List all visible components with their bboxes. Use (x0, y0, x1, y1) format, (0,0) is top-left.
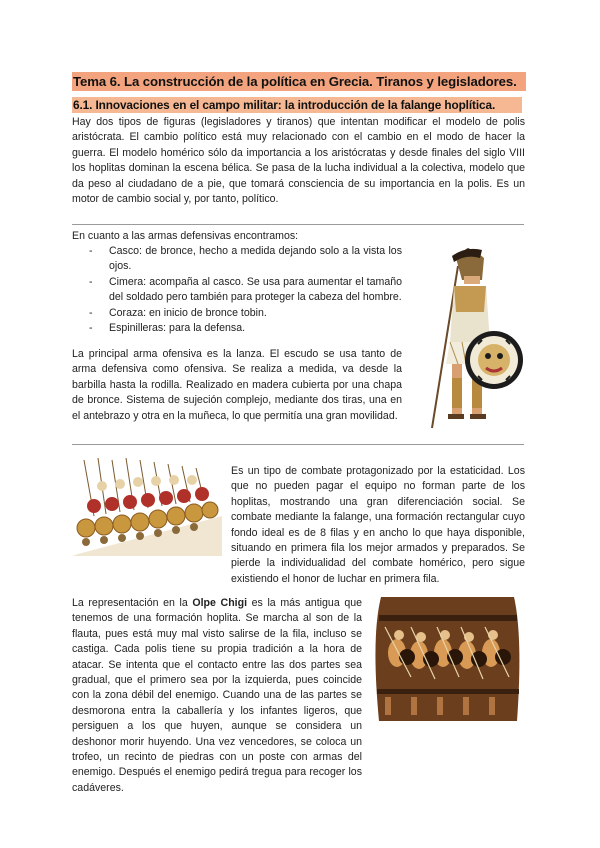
chigi-paragraph (72, 596, 362, 796)
offensive-paragraph: La principal arma ofensiva es la lanza. El escudo se usa tanto de arma defensiva como ofensiva. Se realiza a medida, va desde la barbilla hasta la rodilla. Realizado en madera cubierta por una chapa de bronce. Sistema de sujeción complejo, mediante dos tiras, una en el antebrazo y otra en la muñeca, lo que permitía una gran movilidad. (72, 348, 402, 422)
defensive-lead: En cuanto a las armas defensivas encontramos: (72, 230, 299, 242)
phalanx-formation-image (72, 456, 222, 556)
combat-paragraph-right (231, 464, 525, 587)
list-item: - Cimera: acompaña al casco. Se usa para aumentar el tamaño del soldado pero también para proteger la cabeza del hombre. (89, 275, 402, 304)
list-item: - Espinilleras: para la defensa. (89, 322, 246, 335)
section-divider (72, 444, 524, 445)
section-subtitle: 6.1. Innovaciones en el campo militar: la introducción de la falange hoplítica. (72, 97, 522, 113)
defensive-list (72, 244, 402, 336)
chigi-text-post: es la más antigua que tenemos de una formación hoplita. Se marcha al son de la flauta, pues está muy mal visto salirse de la fila, incluso se castiga. Cada polis tiene su propia tradición a la hora de atacar. Se intenta que el contacto entre las dos partes sea gradual, que el primero sea por la izquierda, pues coincide con la zona débil del enemigo. Cuando una de las partes se desmorona entra la caballería y los infantes ligeros, que persiguen a los que huyen, aunque se considera un deshonor morir huyendo. Una vez vencedores, se coloca un trofeo, un recinto de piedras con un poste con armas del enemigo. Después el enemigo pedirá tregua para recoger los cadáveres. (72, 597, 363, 794)
olpe-chigi-term: Olpe Chigi (192, 597, 248, 609)
list-item: - Casco: de bronce, hecho a medida dejando solo a la vista los ojos. (89, 245, 402, 273)
intro-paragraph: Hay dos tipos de figuras (legisladores y tiranos) que intentan modificar el modelo de polis aristócrata. El cambio político está muy relacionado con el cambio en el modo de hacer la guerra. El modelo homérico sólo da importancia a los aristócratas y desde finales del siglo VIII los hoplitas dominan la escena bélica. Se pasa de la lucha individual a la colectiva, modelo que da peso al ciudadano de a pie, que tomará consciencia de su importancia en la polis. Es un motor de cambio social y, por tanto, político. (72, 116, 525, 206)
list-item: - Coraza: en inicio de bronce tobin. (89, 306, 267, 319)
combat-text: Es un tipo de combate protagonizado por la estaticidad. Los que no pueden pagar el equipo no forman parte de los hoplitas, mostrando una gran diferenciación social. Se combate mediante la falange, una formación rectangular cuyo fondo ideal es de 8 filas y en ancho lo que haya disponible, situando en primera fila los mejor armados y preparados. Se pierde la individualidad del combate homérico, pero sigue existiendo el honor de luchar en primera fila. (231, 465, 525, 585)
chigi-text-pre: La representación en la (72, 597, 193, 609)
olpe-chigi-image (371, 597, 524, 721)
section-divider (72, 224, 524, 225)
page-title: Tema 6. La construcción de la política en Grecia. Tiranos y legisladores. (72, 72, 526, 91)
hoplite-warrior-image (428, 246, 524, 432)
